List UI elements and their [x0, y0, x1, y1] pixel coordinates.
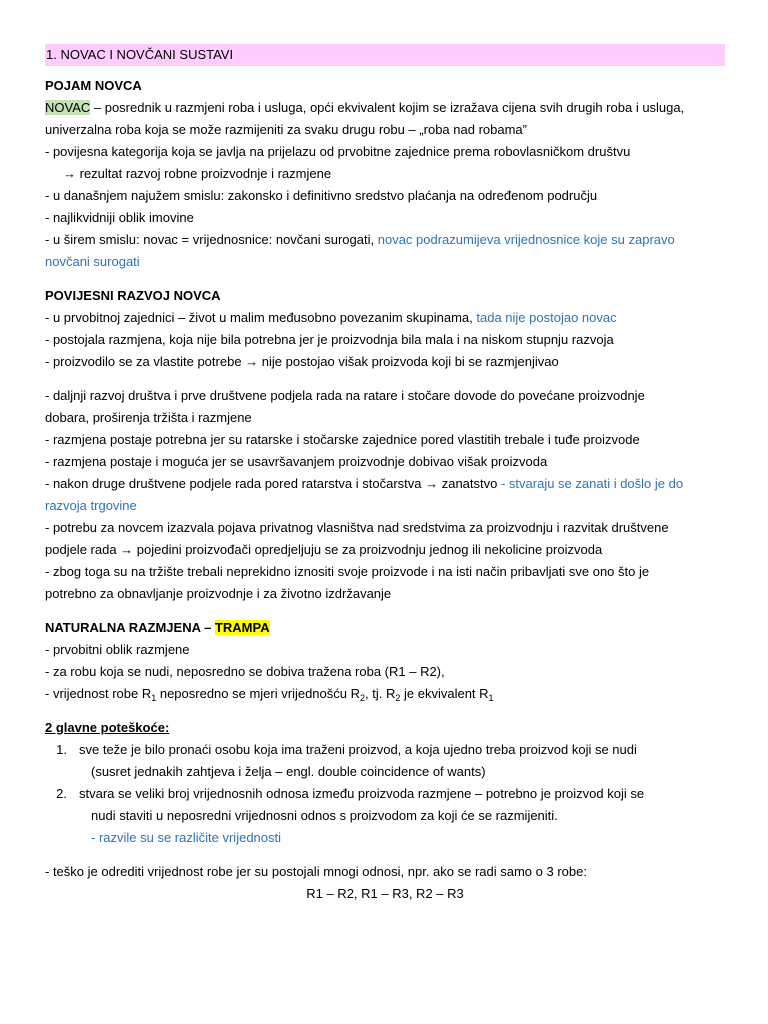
section-heading: POJAM NOVCA	[45, 78, 142, 93]
paragraph-line: - postojala razmjena, koja nije bila potrebna jer je proizvodnja bila mala i na niskom stupnju razvoja	[45, 332, 614, 347]
list-item-continuation: (susret jednakih zahtjeva i želja – engl. double coincidence of wants)	[91, 764, 486, 779]
paragraph-line: - zbog toga su na tržište trebali neprekidno iznositi svoje proizvode i na isti način pribavljati sve ono što je	[45, 564, 650, 579]
text-run: - u širem smislu: novac = vrijednosnice: novčani surogati,	[45, 232, 378, 247]
list-number: 1.	[56, 742, 67, 757]
section-naturalna-razmjena	[45, 617, 725, 705]
paragraph-line: - najlikvidniji oblik imovine	[45, 210, 194, 225]
heading-text: NATURALNA RAZMJENA –	[45, 620, 215, 635]
subscript: 2	[395, 693, 401, 703]
paragraph-line: - teško je odrediti vrijednost robe jer su postojali mnogi odnosi, npr. ako se radi samo o 3 robe:	[45, 864, 587, 879]
list-item-text: stvara se veliki broj vrijednosnih odnosa između proizvoda razmjene – potrebno je proizvod koji se	[79, 786, 645, 801]
list-item-text: sve teže je bilo pronaći osobu koja ima traženi proizvod, a koja ujedno treba proizvod koji se nudi	[79, 742, 637, 757]
section-povijesni-razvoj	[45, 285, 725, 605]
text-run: – posrednik u razmjeni roba i usluga, opći ekvivalent kojim se izražava cijena svih drugih roba i usluga,	[90, 100, 685, 115]
list-item	[45, 783, 725, 805]
section-pojam-novca	[45, 75, 725, 273]
text-run: je ekvivalent R	[400, 686, 489, 701]
subscript: 1	[151, 693, 157, 703]
paragraph-line	[45, 683, 725, 705]
text-run: - u prvobitnoj zajednici – život u malim međusobno povezanim skupinama,	[45, 310, 477, 325]
paragraph-line: - za robu koja se nudi, neposredno se dobiva tražena roba (R1 – R2),	[45, 664, 445, 679]
paragraph-line: potrebno za obnavljanje proizvodnje i za životno izdržavanje	[45, 586, 392, 601]
chapter-title: 1. NOVAC I NOVČANI SUSTAVI	[45, 44, 725, 66]
section-poteskoce	[45, 717, 725, 905]
paragraph-line: - daljnji razvoj društva i prve društvene podjela rada na ratare i stočare dovode do povećane proizvodnje	[45, 388, 645, 403]
text-run: , tj. R	[365, 686, 396, 701]
highlighted-term: NOVAC	[45, 100, 91, 115]
paragraph-line: razvoja trgovine	[45, 498, 137, 513]
paragraph-line	[45, 307, 725, 329]
paragraph-line: - u današnjem najužem smislu: zakonsko i definitivno sredstvo plaćanja na određenom području	[45, 188, 598, 203]
text-run: - nakon druge društvene podjele rada pored ratarstva i stočarstva → zanatstvo	[45, 476, 501, 491]
blue-text-run: tada nije postojao novac	[476, 310, 617, 325]
paragraph-line: → rezultat razvoj robne proizvodnje i razmjene	[63, 166, 332, 181]
subscript: 2	[360, 693, 366, 703]
centered-formula: R1 – R2, R1 – R3, R2 – R3	[306, 886, 464, 901]
subscript: 1	[488, 693, 494, 703]
paragraph-line: - prvobitni oblik razmjene	[45, 642, 190, 657]
section-heading: POVIJESNI RAZVOJ NOVCA	[45, 288, 221, 303]
section-heading	[45, 617, 725, 639]
list-item-continuation: nudi staviti u neposredni vrijednosni odnos s proizvodom za koji će se razmijeniti.	[91, 808, 558, 823]
paragraph-line	[45, 97, 725, 119]
paragraph-line: - proizvodilo se za vlastite potrebe → nije postojao višak proizvoda koji bi se razmjenjivao	[45, 354, 559, 369]
document-page	[45, 44, 725, 905]
list-item-continuation: - razvile su se različite vrijednosti	[91, 830, 282, 845]
blue-text-run: - stvaraju se zanati i došlo je do	[500, 476, 684, 491]
section-heading: 2 glavne poteškoće:	[45, 720, 170, 735]
highlighted-term: TRAMPA	[214, 620, 270, 635]
paragraph-line: podjele rada → pojedini proizvođači opredjeljuju se za proizvodnju jednog ili nekolicine proizvoda	[45, 542, 603, 557]
paragraph-line: univerzalna roba koja se može razmijeniti za svaku drugu robu – „roba nad robama”	[45, 122, 527, 137]
paragraph-line	[45, 473, 725, 495]
text-run: - vrijednost robe R	[45, 686, 152, 701]
paragraph-line: - potrebu za novcem izazvala pojava privatnog vlasništva nad sredstvima za proizvodnju i razvitak društvene	[45, 520, 669, 535]
text-run: neposredno se mjeri vrijednošću R	[156, 686, 361, 701]
paragraph-line: dobara, proširenja tržišta i razmjene	[45, 410, 252, 425]
paragraph-line: - razmjena postaje potrebna jer su ratarske i stočarske zajednice pored vlastitih trebale i tuđe proizvode	[45, 432, 640, 447]
list-item	[45, 739, 725, 761]
list-number: 2.	[56, 786, 67, 801]
paragraph-line: - razmjena postaje i moguća jer se usavršavanjem proizvodnje dobivao višak proizvoda	[45, 454, 548, 469]
paragraph-line: novčani surogati	[45, 254, 140, 269]
paragraph-line	[45, 229, 725, 251]
paragraph-line: - povijesna kategorija koja se javlja na prijelazu od prvobitne zajednice prema robovlasničkom društvu	[45, 144, 631, 159]
blue-text-run: novac podrazumijeva vrijednosnice koje su zapravo	[377, 232, 675, 247]
